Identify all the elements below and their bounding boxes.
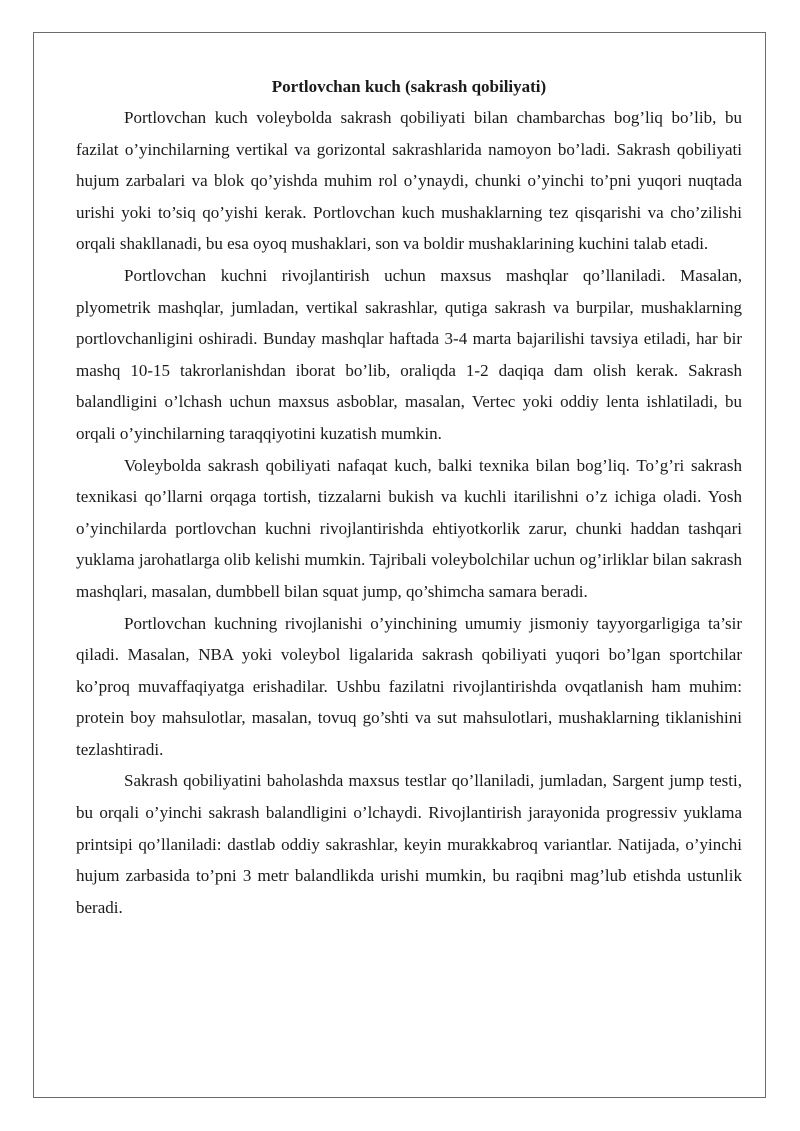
paragraph-5: Sakrash qobiliyatini baholashda maxsus testlar qo’llaniladi, jumladan, Sargent jump testi, bu orqali o’yinchi sakrash balandligini o’lchaydi. Rivojlantirish jarayonida progressiv yuklama printsipi qo’llaniladi: dastlab oddiy sakrashlar, keyin murakkabroq variantlar. Natijada, o’yinchi hujum zarbasida to’pni 3 metr balandlikda urishi mumkin, bu raqibni mag’lub etishda ustunlik beradi. — [76, 771, 742, 917]
paragraph-4: Portlovchan kuchning rivojlanishi o’yinchining umumiy jismoniy tayyorgarligiga ta’sir qiladi. Masalan, NBA yoki voleybol ligalarida sakrash qobiliyati yuqori bo’lgan sportchilar ko’proq muvaffaqiyatga erishadilar. Ushbu fazilatni rivojlantirishda ovqatlanish ham muhim: protein boy mahsulotlar, masalan, tovuq go’shti va sut mahsulotlari, mushaklarning tiklanishini tezlashtiradi. — [76, 613, 742, 759]
paragraph-3: Voleybolda sakrash qobiliyati nafaqat kuch, balki texnika bilan bog’liq. To’g’ri sakrash texnikasi qo’llarni orqaga tortish, tizzalarni bukish va kuchli itarilishni o’z ichiga oladi. Yosh o’yinchilarda portlovchan kuchni rivojlantirishda ehtiyotkorlik zarur, chunki haddan tashqari yuklama jarohatlarga olib kelishi mumkin. Tajribali voleybolchilar uchun og’irliklar bilan sakrash mashqlari, masalan, dumbbell bilan squat jump, qo’shimcha samara beradi. — [76, 455, 742, 601]
paragraph-1: Portlovchan kuch voleybolda sakrash qobiliyati bilan chambarchas bog’liq bo’lib, bu fazilat o’yinchilarning vertikal va gorizontal sakrashlarida namoyon bo’ladi. Sakrash qobiliyati hujum zarbalari va blok qo’yishda muhim rol o’ynaydi, chunki o’yinchi to’pni yuqori nuqtada urishi yoki to’siq qo’yishi kerak. Portlovchan kuch mushaklarning tez qisqarishi va cho’zilishi orqali shakllanadi, bu esa oyoq mushaklari, son va boldir mushaklarining kuchini talab etadi. — [76, 108, 742, 254]
paragraph-2: Portlovchan kuchni rivojlantirish uchun maxsus mashqlar qo’llaniladi. Masalan, plyometrik mashqlar, jumladan, vertikal sakrashlar, qutiga sakrash va burpilar, mushaklarning portlovchanligini oshiradi. Bunday mashqlar haftada 3-4 marta bajarilishi tavsiya etiladi, har bir mashq 10-15 takrorlanishdan iborat bo’lib, oraliqda 1-2 daqiqa dam olish kerak. Sakrash balandligini o’lchash uchun maxsus asboblar, masalan, Vertec yoki oddiy lenta ishlatiladi, bu orqali o’yinchilarning taraqqiyotini kuzatish mumkin. — [76, 265, 742, 443]
document-title: Portlovchan kuch (sakrash qobiliyati) — [271, 77, 547, 96]
document-body — [76, 71, 742, 923]
